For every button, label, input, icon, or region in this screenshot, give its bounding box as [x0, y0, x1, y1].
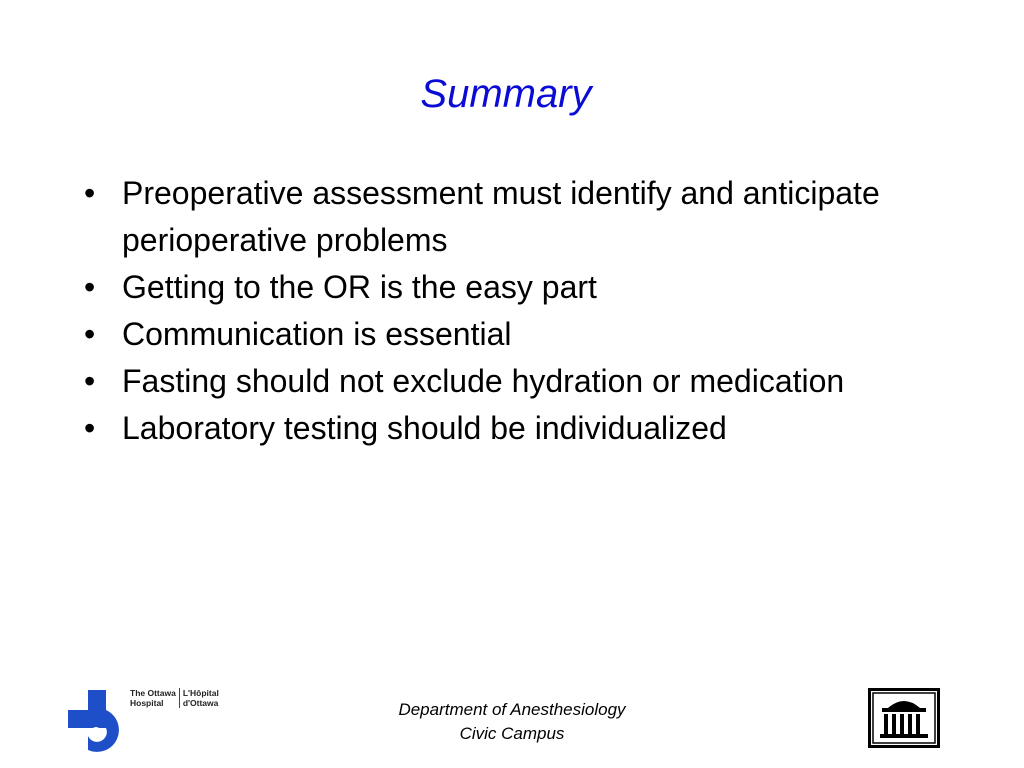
bullet-item	[82, 311, 922, 358]
bullet-item	[82, 405, 922, 452]
bullet-marker: •	[84, 316, 96, 352]
name-separator	[179, 688, 180, 708]
bullet-item	[82, 264, 922, 311]
footer-campus: Civic Campus	[459, 724, 565, 743]
hospital-cross-icon	[66, 688, 130, 754]
hospital-name	[130, 688, 219, 708]
footer-department: Department of Anesthesiology	[398, 700, 626, 719]
bullet-item	[82, 358, 922, 405]
hospital-name-fr-1: L'Hôpital	[182, 688, 219, 698]
ottawa-hospital-logo	[66, 688, 236, 754]
bullet-text: Laboratory testing should be individualized	[122, 410, 727, 446]
bullet-item	[82, 170, 922, 264]
bullet-marker: •	[84, 175, 96, 211]
bullet-text: Fasting should not exclude hydration or medication	[122, 363, 845, 399]
bullet-text: Getting to the OR is the easy part	[122, 269, 597, 305]
bullet-marker: •	[84, 269, 96, 305]
bullet-text: Preoperative assessment must identify and anticipate perioperative problems	[122, 175, 880, 258]
bullet-marker: •	[84, 410, 96, 446]
bullet-text: Communication is essential	[122, 316, 512, 352]
bullet-list	[82, 170, 922, 452]
hospital-name-en-1: The Ottawa	[130, 688, 176, 698]
hospital-name-en-2: Hospital	[130, 698, 164, 708]
footer	[312, 698, 712, 746]
bullet-marker: •	[84, 363, 96, 399]
hospital-name-fr-2: d'Ottawa	[182, 698, 219, 708]
slide-title: Summary	[420, 72, 592, 116]
building-columns-icon	[868, 688, 940, 748]
